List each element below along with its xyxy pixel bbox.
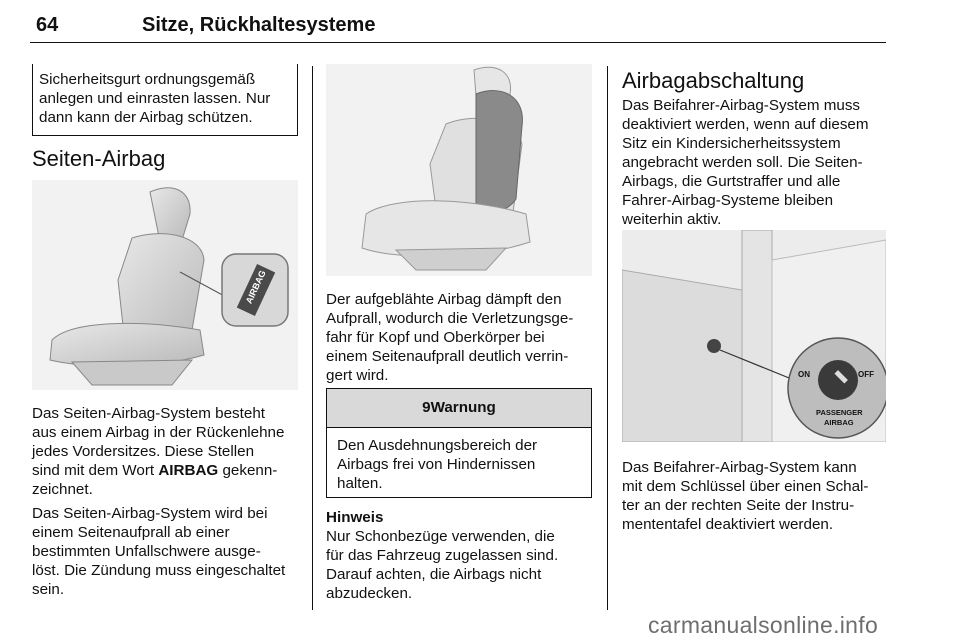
column-divider-2 [607, 66, 608, 610]
note-line: Darauf achten, die Airbags nicht [326, 566, 542, 583]
airbag-keyword: AIRBAG [158, 462, 219, 479]
para-line: Das Seiten-Airbag-System besteht [32, 405, 265, 422]
para-line: gert wird. [326, 367, 389, 384]
para-line: jedes Vordersitzes. Diese Stellen [32, 443, 255, 460]
para-line: bestimmten Unfallschwere ausge- [32, 543, 261, 560]
para-text: gekenn- [218, 462, 278, 479]
switch-label-passenger: PASSENGER [816, 408, 863, 417]
para-line: Das Seiten-Airbag-System wird bei [32, 505, 268, 522]
side-airbag-text [32, 404, 300, 599]
heading-airbagabschaltung: Airbagabschaltung [622, 68, 805, 93]
note-section [326, 508, 592, 603]
para-line: deaktiviert werden, wenn auf diesem [622, 116, 869, 133]
para-line: Airbags, die Gurtstraffer und alle [622, 173, 841, 190]
para-line: Fahrer-Airbag-Systeme bleiben [622, 192, 834, 209]
para-line: Der aufgeblähte Airbag dämpft den [326, 291, 562, 308]
warning-line: Den Ausdehnungsbereich der [337, 437, 538, 454]
continued-warning-box [32, 64, 298, 136]
para-line: mit dem Schlüssel über einen Schal- [622, 478, 869, 495]
para-line: Das Beifahrer-Airbag-System muss [622, 97, 861, 114]
warning-header [327, 389, 591, 428]
inflated-airbag-text [326, 290, 592, 385]
para-line: sein. [32, 581, 65, 598]
page-number: 64 [36, 14, 59, 36]
watermark: carmanualsonline.info [648, 612, 879, 638]
section-title: Sitze, Rückhaltesysteme [142, 14, 376, 36]
page-header [30, 8, 886, 43]
para-line: Sitz ein Kindersicherheitssystem [622, 135, 841, 152]
box-line: dann kann der Airbag schützen. [39, 109, 253, 126]
para-line: mententafel deaktiviert werden. [622, 516, 834, 533]
para-line: angebracht werden soll. Die Seiten- [622, 154, 863, 171]
para-line: löst. Die Zündung muss eingeschaltet [32, 562, 286, 579]
note-line: Nur Schonbezüge verwenden, die [326, 528, 555, 545]
para-line [32, 461, 300, 480]
airbag-label: AIRBAG [243, 268, 268, 306]
warning-body [327, 428, 591, 501]
para-line: aus einem Airbag in der Rückenlehne [32, 424, 285, 441]
para-line: zeichnet. [32, 481, 93, 498]
passenger-airbag-switch-figure [622, 230, 886, 442]
para-line: einem Seitenaufprall deutlich verrin- [326, 348, 569, 365]
box-line: Sicherheitsgurt ordnungsgemäß [39, 71, 256, 88]
inflated-airbag-figure [326, 64, 592, 276]
para-line: ter an der rechten Seite der Instru- [622, 497, 855, 514]
para-line: weiterhin aktiv. [622, 211, 722, 228]
warning-title: Warnung [430, 399, 496, 416]
column-divider-1 [312, 66, 313, 610]
heading-seiten-airbag: Seiten-Airbag [32, 146, 166, 171]
box-line: anlegen und einrasten lassen. Nur [39, 90, 271, 107]
para-text: sind mit dem Wort [32, 462, 159, 479]
inflated-seat-icon [326, 64, 592, 276]
note-line: abzudecken. [326, 585, 413, 602]
switch-on-label: ON [798, 370, 810, 379]
switch-text [622, 458, 888, 534]
warning-triangle-icon: 9 [422, 399, 431, 416]
switch-off-label: OFF [858, 370, 874, 379]
warning-box [326, 388, 592, 498]
para-line: fahr für Kopf und Oberkörper bei [326, 329, 545, 346]
warning-line: halten. [337, 475, 383, 492]
deactivation-text [622, 96, 888, 229]
warning-line: Airbags frei von Hindernissen [337, 456, 536, 473]
note-heading: Hinweis [326, 509, 384, 526]
note-line: für das Fahrzeug zugelassen sind. [326, 547, 559, 564]
para-line: Das Beifahrer-Airbag-System kann [622, 459, 857, 476]
seat-side-airbag-figure [32, 180, 298, 390]
switch-label-airbag: AIRBAG [824, 418, 854, 427]
para-line: Aufprall, wodurch die Verletzungsge- [326, 310, 574, 327]
para-line: einem Seitenaufprall ab einer [32, 524, 230, 541]
